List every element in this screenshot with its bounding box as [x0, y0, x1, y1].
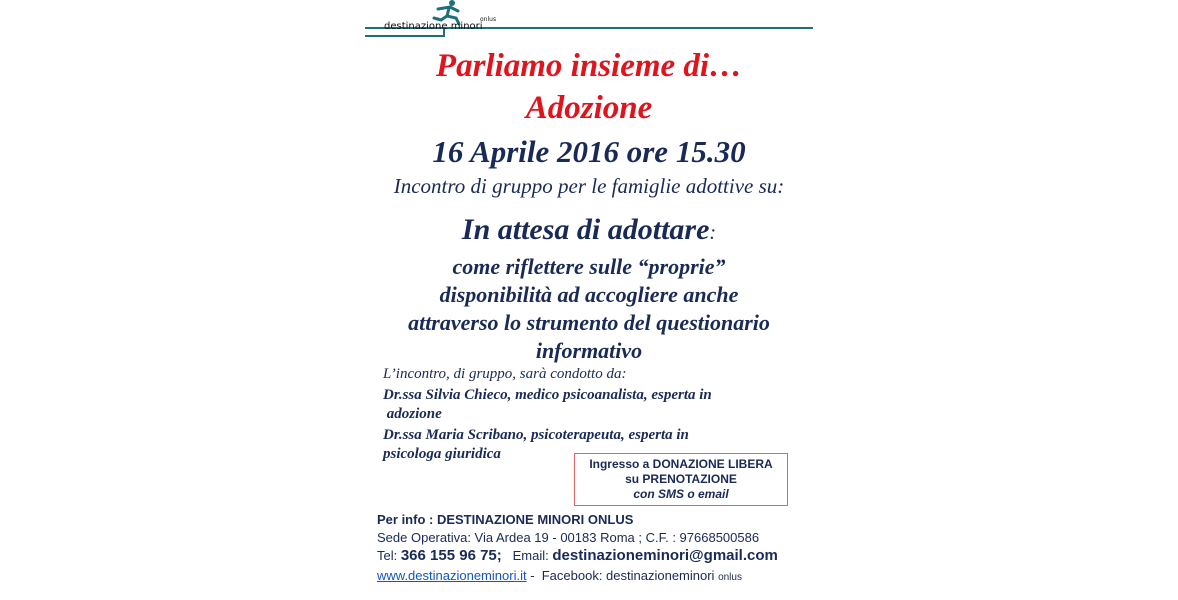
event-date: 16 Aprile 2016 ore 15.30	[432, 134, 746, 169]
facebook-text: - Facebook: destinazioneminori	[526, 568, 719, 583]
event-description	[0, 253, 1178, 365]
title-line-1: Parliamo insieme di…	[435, 48, 743, 84]
facebook-suffix: onlus	[718, 572, 742, 583]
description-line: attraverso lo strumento del questionario	[408, 310, 770, 335]
description-line: come riflettere sulle “proprie”	[452, 254, 726, 279]
speakers-block	[383, 365, 712, 464]
event-topic	[0, 213, 1178, 250]
email-address[interactable]: destinazioneminori@gmail.com	[552, 547, 778, 564]
title-line-2: Adozione	[525, 90, 653, 126]
speaker-2-line-1: Dr.ssa Maria Scribano, psicoterapeuta, esperta in	[383, 427, 689, 443]
topic-text: In attesa di adottare	[461, 213, 710, 246]
speaker-1-line-1: Dr.ssa Silvia Chieco, medico psicoanalista, esperta in	[383, 387, 712, 403]
description-line: informativo	[535, 338, 643, 363]
tel-number: 366 155 96 75;	[400, 547, 502, 564]
leader-intro: L’incontro, di gruppo, sarà condotto da:	[383, 366, 627, 382]
topic-colon: :	[709, 222, 717, 244]
email-label: Email:	[501, 548, 553, 563]
website-link[interactable]: www.destinazioneminori.it	[377, 568, 527, 583]
donation-line-3: con SMS o email	[633, 487, 729, 501]
event-subtitle: Incontro di gruppo per le famiglie adottive su:	[393, 174, 785, 198]
speaker-1	[383, 386, 712, 424]
address-line: Sede Operativa: Via Ardea 19 - 00183 Roma ; C.F. : 97668500586	[377, 530, 760, 545]
description-line: disponibilità ad accogliere anche	[439, 282, 739, 307]
donation-line-1: Ingresso a DONAZIONE LIBERA	[589, 457, 773, 471]
speaker-1-line-2: adozione	[383, 406, 442, 422]
donation-box	[574, 453, 788, 506]
speaker-2-line-2: psicologa giuridica	[383, 446, 501, 462]
tel-email-line	[377, 547, 778, 564]
logo-name: destinazione minori	[384, 21, 483, 32]
web-line	[377, 568, 742, 583]
logo-suffix: onlus	[480, 16, 497, 23]
donation-line-2: su PRENOTAZIONE	[625, 472, 737, 486]
info-line: Per info : DESTINAZIONE MINORI ONLUS	[377, 512, 634, 527]
tel-label: Tel:	[377, 548, 401, 563]
